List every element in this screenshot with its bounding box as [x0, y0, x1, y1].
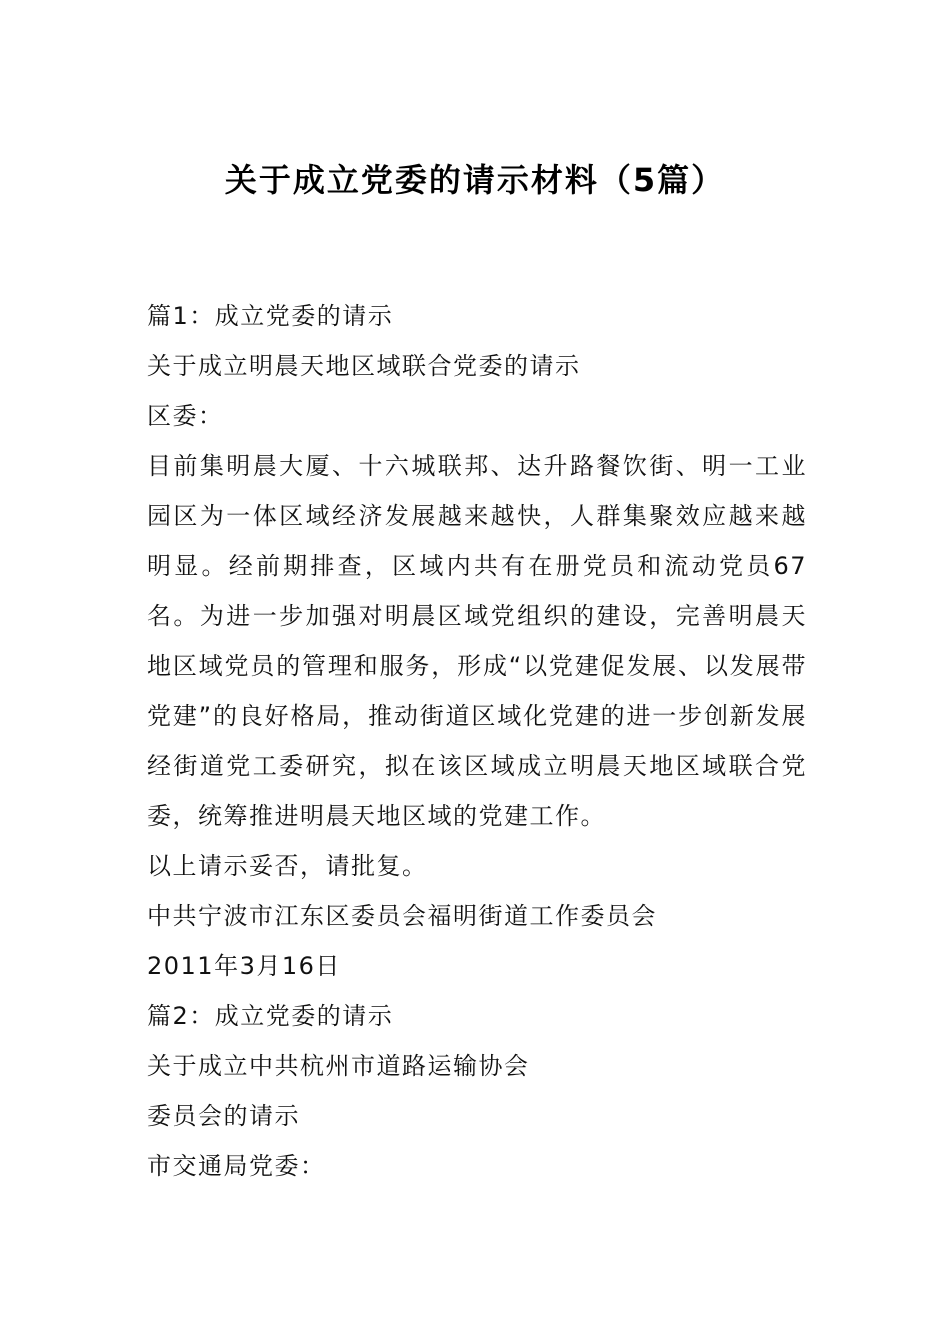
section-heading-2: 篇2：成立党委的请示	[147, 1002, 394, 1030]
request-title-2-line-2: 委员会的请示	[147, 1102, 300, 1130]
document-title: 关于成立党委的请示材料（5篇）	[224, 161, 726, 199]
signature-organization: 中共宁波市江东区委员会福明街道工作委员会	[147, 902, 657, 930]
document-body	[147, 291, 807, 1191]
request-title-2-line-1: 关于成立中共杭州市道路运输协会	[147, 1052, 530, 1080]
signature-date: 2011年3月16日	[147, 952, 341, 980]
body-paragraph-1: 目前集明晨大厦、十六城联邦、达升路餐饮街、明一工业园区为一体区域经济发展越来越快，人群集聚效应越来越明显。经前期排查，区域内共有在册党员和流动党员67名。为进一步加强对明晨区域党组织的建设，完善明晨天地区域党员的管理和服务，形成“以党建促发展、以发展带党建”的良好格局，推动街道区域化党建的进一步创新发展经街道党工委研究，拟在该区域成立明晨天地区域联合党委，统筹推进明晨天地区域的党建工作。	[147, 452, 807, 830]
salutation-2: 市交通局党委：	[147, 1152, 326, 1180]
request-title-1: 关于成立明晨天地区域联合党委的请示	[147, 352, 581, 380]
section-heading-1: 篇1：成立党委的请示	[147, 302, 394, 330]
salutation-1: 区委：	[147, 402, 224, 430]
closing-line-1: 以上请示妥否，请批复。	[147, 852, 428, 880]
